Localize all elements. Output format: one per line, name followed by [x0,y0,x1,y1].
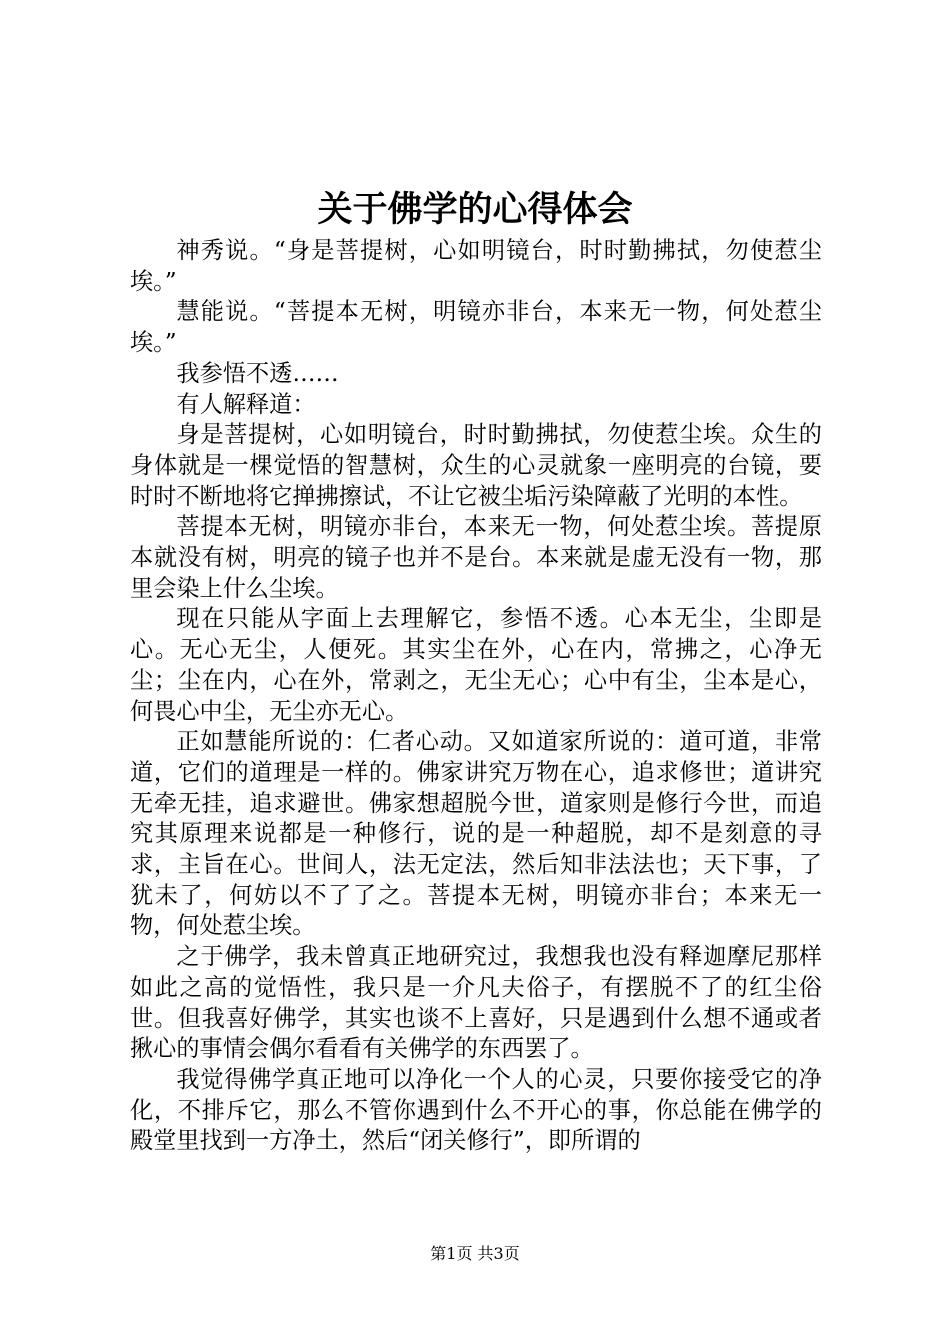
paragraph: 身是菩提树，心如明镜台，时时勤拂拭，勿使惹尘埃。众生的身体就是一棵觉悟的智慧树，众生的心灵就象一座明亮的台镜，要时时不断地将它掸拂擦试，不让它被尘垢污染障蔽了光明的本性。 [130,421,822,510]
paragraph: 正如慧能所说的：仁者心动。又如道家所说的：道可道，非常道，它们的道理是一样的。佛家讲究万物在心，追求修世；道讲究无牵无挂，追求避世。佛家想超脱今世，道家则是修行今世，而追究其原理来说都是一种修行，说的是一种超脱，却不是刻意的寻求，主旨在心。世间人，法无定法，然后知非法法也；天下事，了犹未了，何妨以不了了之。菩提本无树，明镜亦非台；本来无一物，何处惹尘埃。 [130,728,822,940]
document-title: 关于佛学的心得体会 [317,189,633,230]
paragraph: 神秀说。“身是菩提树，心如明镜台，时时勤拂拭，勿使惹尘埃。” [130,237,822,295]
paragraph: 有人解释道： [176,390,316,418]
paragraph: 我参悟不透…… [176,359,339,387]
paragraph: 现在只能从字面上去理解它，参悟不透。心本无尘，尘即是心。无心无尘，人便死。其实尘在外，心在内，常拂之，心净无尘；尘在内，心在外，常剥之，无尘无心；心中有尘，尘本是心，何畏心中尘，无尘亦无心。 [130,605,822,725]
paragraph: 菩提本无树，明镜亦非台，本来无一物，何处惹尘埃。菩提原本就没有树，明亮的镜子也并不是台。本来就是虚无没有一物，那里会染上什么尘埃。 [130,513,822,602]
paragraph: 之于佛学，我未曾真正地研究过，我想我也没有释迦摩尼那样如此之高的觉悟性，我只是一介凡夫俗子，有摆脱不了的红尘俗世。但我喜好佛学，其实也谈不上喜好，只是遇到什么想不通或者揪心的事情会偶尔看看有关佛学的东西罢了。 [130,943,822,1063]
page-number-footer: 第1页 共3页 [430,1244,520,1263]
paragraph: 我觉得佛学真正地可以净化一个人的心灵，只要你接受它的净化，不排斥它，那么不管你遇到什么不开心的事，你总能在佛学的殿堂里找到一方净土，然后“闭关修行”，即所谓的 [130,1065,822,1155]
document-body [130,236,822,1157]
paragraph: 慧能说。“菩提本无树，明镜亦非台，本来无一物，何处惹尘埃。” [130,298,822,357]
